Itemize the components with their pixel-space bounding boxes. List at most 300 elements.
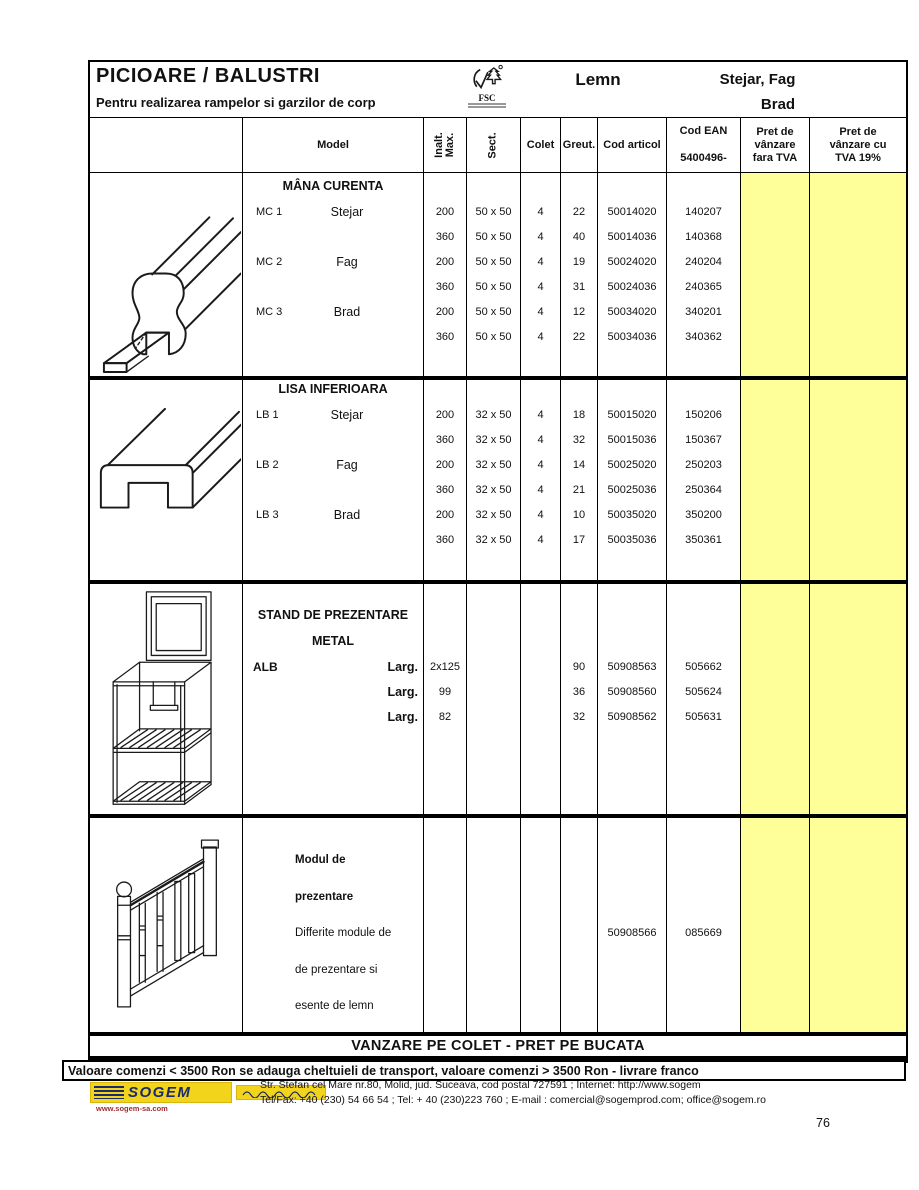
section-title-area	[561, 380, 597, 402]
ean-cell	[667, 952, 740, 989]
colet-cell	[521, 679, 560, 704]
column-colet	[521, 818, 561, 1032]
section-title-area	[598, 818, 666, 842]
greut-cell: 36	[572, 685, 586, 698]
fsc-fine-print	[468, 103, 506, 105]
pret2-cell	[810, 427, 906, 452]
greut-cell: 40	[572, 230, 586, 243]
logo-stripes-icon	[94, 1086, 124, 1099]
pret2-cell	[810, 704, 906, 729]
pret1-cell	[741, 324, 809, 349]
sect-cell: 50 x 50	[475, 305, 512, 318]
model-code: MC 2	[256, 255, 283, 268]
material-label: Lemn	[575, 70, 621, 89]
model-code: LB 2	[256, 458, 279, 471]
pret1-cell	[741, 452, 809, 477]
sect-cell: 50 x 50	[475, 330, 512, 343]
pret2-cell	[810, 477, 906, 502]
model-cell	[243, 274, 423, 299]
model-name: esente de lemn	[295, 1000, 374, 1013]
model-code: LB 3	[256, 508, 279, 521]
greut-cell: 90	[572, 660, 586, 673]
model-name: Larg.	[387, 709, 418, 724]
sogem-logo-text: SOGEM	[128, 1084, 192, 1101]
section-title-area	[467, 818, 520, 842]
model-cell	[243, 299, 423, 324]
pret2-cell	[810, 224, 906, 249]
greut-cell	[561, 988, 597, 1025]
pret1-cell	[741, 842, 809, 879]
cod-cell: 50908560	[607, 685, 657, 698]
model-cell	[243, 527, 423, 552]
cod-cell	[598, 842, 666, 879]
col-header-pret-fara-tva: Pret de vânzare fara TVA	[741, 118, 810, 172]
model-code: MC 3	[256, 305, 283, 318]
pret2-cell	[810, 879, 906, 916]
column-cod	[598, 584, 667, 814]
page-title: PICIOARE / BALUSTRI	[96, 65, 320, 87]
model-name: Fag	[336, 457, 358, 472]
model-cell	[243, 915, 423, 952]
cod-cell: 50025020	[607, 458, 657, 471]
section-title-area	[741, 173, 809, 199]
section-title-area	[467, 380, 520, 402]
model-code: MC 1	[256, 205, 283, 218]
column-colet	[521, 584, 561, 814]
cod-cell: 50024036	[607, 280, 657, 293]
sect-cell: 32 x 50	[475, 408, 512, 421]
sect-cell	[467, 842, 520, 879]
column-inalt	[424, 818, 467, 1032]
cod-cell: 50908563	[607, 660, 657, 673]
colet-cell: 4	[537, 458, 544, 471]
inalt-cell: 200	[435, 408, 455, 421]
address-line-1: Str. Stefan cel Mare nr.80, Molid, jud. Suceava, cod postal 727591 ; Internet: http://www.sogem	[260, 1079, 701, 1091]
product-table	[88, 60, 908, 1063]
column-sect	[467, 818, 521, 1032]
greut-cell	[561, 879, 597, 916]
section-title-area	[598, 584, 666, 654]
greut-cell	[561, 952, 597, 989]
column-sect	[467, 380, 521, 580]
column-cod	[598, 173, 667, 376]
pret1-cell	[741, 527, 809, 552]
handrail-profile-drawing	[90, 173, 243, 376]
model-name: prezentare	[295, 890, 354, 903]
model-cell	[243, 654, 423, 679]
pret2-cell	[810, 527, 906, 552]
railing-module-drawing	[90, 818, 243, 1032]
pret2-cell	[810, 679, 906, 704]
section-title-area	[561, 818, 597, 842]
col-header-pret-cu-tva: Pret de vânzare cu TVA 19%	[829, 125, 887, 164]
column-model	[243, 818, 424, 1032]
col-header-colet: Colet	[521, 118, 561, 172]
fsc-label: FSC	[478, 93, 496, 103]
model-code: ALB	[253, 659, 278, 674]
greut-cell: 12	[572, 305, 586, 318]
section-title-area	[521, 380, 560, 402]
column-model	[243, 173, 424, 376]
model-cell	[243, 952, 423, 989]
fsc-logo-icon	[464, 64, 510, 115]
cod-cell: 50034020	[607, 305, 657, 318]
section-title-area	[667, 584, 740, 654]
column-pret1	[741, 584, 810, 814]
greut-cell: 22	[572, 205, 586, 218]
greut-cell: 32	[572, 433, 586, 446]
pret1-cell	[741, 274, 809, 299]
model-name: Brad	[333, 304, 361, 319]
column-greut	[561, 818, 598, 1032]
pret1-cell	[741, 477, 809, 502]
ean-cell: 340201	[685, 305, 722, 318]
model-cell	[243, 842, 423, 879]
inalt-cell	[424, 842, 466, 879]
section-title-area	[741, 584, 809, 654]
sect-cell: 32 x 50	[475, 533, 512, 546]
pret2-cell	[810, 402, 906, 427]
sect-cell: 50 x 50	[475, 255, 512, 268]
pret1-cell	[741, 502, 809, 527]
section-mana-curenta	[90, 173, 906, 376]
inalt-cell: 200	[435, 255, 455, 268]
section-title: MÂNA CURENTA	[282, 179, 384, 193]
section-title-area	[561, 173, 597, 199]
column-sect	[467, 584, 521, 814]
column-cod	[598, 380, 667, 580]
page-subtitle: Pentru realizarea rampelor si garzilor de corp	[96, 95, 376, 110]
ean-cell	[667, 879, 740, 916]
inalt-cell: 200	[435, 458, 455, 471]
sale-condition-band: VANZARE PE COLET - PRET PE BUCATA	[90, 1032, 906, 1061]
model-cell	[243, 324, 423, 349]
pret1-cell	[741, 915, 809, 952]
colet-cell: 4	[537, 433, 544, 446]
colet-cell	[521, 988, 560, 1025]
pret2-cell	[810, 842, 906, 879]
section-title-area	[741, 818, 809, 842]
col-header-inalt-max: Inalt. Max.	[424, 118, 467, 172]
sect-cell	[467, 915, 520, 952]
col-header-cod-ean: Cod EAN 5400496-	[667, 118, 741, 172]
sect-cell: 50 x 50	[475, 280, 512, 293]
pret2-cell	[810, 249, 906, 274]
pret2-cell	[810, 915, 906, 952]
display-stand-drawing	[90, 584, 243, 814]
model-cell	[243, 502, 423, 527]
model-cell	[243, 427, 423, 452]
section-title-area	[810, 818, 906, 842]
colet-cell	[521, 915, 560, 952]
section-title-area	[243, 818, 423, 842]
pret2-cell	[810, 654, 906, 679]
col-header-sect: Sect.	[467, 118, 521, 172]
col-header-model: Model	[243, 118, 424, 172]
cod-cell: 50908566	[607, 927, 657, 940]
column-pret2	[810, 584, 906, 814]
column-greut	[561, 380, 598, 580]
order-value-band: Valoare comenzi < 3500 Ron se adauga cheltuieli de transport, valoare comenzi > 3500 Ron - livrare franco	[62, 1060, 906, 1081]
greut-cell	[561, 842, 597, 879]
model-cell	[243, 199, 423, 224]
section-title-area	[467, 173, 520, 199]
model-name: Modul de	[295, 854, 346, 867]
column-colet	[521, 173, 561, 376]
section-title-area	[424, 584, 466, 654]
section-title-area	[667, 818, 740, 842]
sect-cell	[467, 879, 520, 916]
cod-cell	[598, 879, 666, 916]
model-cell	[243, 402, 423, 427]
greut-cell: 18	[572, 408, 586, 421]
section-title: STAND DE PREZENTARE	[257, 608, 409, 622]
colet-cell: 4	[537, 483, 544, 496]
pret2-cell	[810, 274, 906, 299]
pret1-cell	[741, 224, 809, 249]
column-greut	[561, 173, 598, 376]
inalt-cell	[424, 915, 466, 952]
section-title: LISA INFERIOARA	[278, 382, 388, 396]
colet-cell	[521, 952, 560, 989]
column-pret2	[810, 173, 906, 376]
section-title-area	[667, 380, 740, 402]
section-modul-de-prezentare	[90, 818, 906, 1032]
ean-cell: 150206	[685, 408, 722, 421]
sect-cell	[467, 988, 520, 1025]
colet-cell	[521, 704, 560, 729]
website-url: www.sogem-sa.com	[96, 1104, 168, 1113]
sect-cell: 32 x 50	[475, 508, 512, 521]
ean-cell: 505662	[685, 660, 722, 673]
section-title-area	[521, 818, 560, 842]
pret1-cell	[741, 879, 809, 916]
cod-cell: 50035020	[607, 508, 657, 521]
column-ean	[667, 380, 741, 580]
colet-cell	[521, 654, 560, 679]
column-pret2	[810, 818, 906, 1032]
cod-cell	[598, 988, 666, 1025]
greut-cell: 31	[572, 280, 586, 293]
greut-cell: 10	[572, 508, 586, 521]
section-title-area	[810, 584, 906, 654]
section-title-area	[810, 173, 906, 199]
section-title-area	[810, 380, 906, 402]
ean-cell: 350200	[685, 508, 722, 521]
column-ean	[667, 173, 741, 376]
colet-cell: 4	[537, 205, 544, 218]
model-cell	[243, 452, 423, 477]
colet-cell: 4	[537, 533, 544, 546]
column-pret1	[741, 818, 810, 1032]
model-name: Larg.	[387, 659, 418, 674]
greut-cell	[561, 915, 597, 952]
sect-cell: 50 x 50	[475, 205, 512, 218]
sect-cell	[467, 704, 520, 729]
inalt-cell: 360	[435, 280, 455, 293]
section-title-area	[243, 173, 423, 199]
column-header-row	[90, 118, 906, 173]
ean-cell: 350361	[685, 533, 722, 546]
column-ean	[667, 818, 741, 1032]
pret2-cell	[810, 324, 906, 349]
colet-cell: 4	[537, 280, 544, 293]
column-pret1	[741, 380, 810, 580]
page-number: 76	[816, 1116, 830, 1130]
pret2-cell	[810, 452, 906, 477]
fsc-fine-print	[468, 106, 506, 108]
model-code: LB 1	[256, 408, 279, 421]
address-line-2: Tel/Fax: +40 (230) 54 66 54 ; Tel: + 40 (230)223 760 ; E-mail : comercial@sogemprod.com; office@sogem.ro	[260, 1094, 766, 1106]
inalt-cell	[424, 879, 466, 916]
inalt-cell: 360	[435, 483, 455, 496]
model-cell	[243, 477, 423, 502]
greut-cell: 22	[572, 330, 586, 343]
sect-cell	[467, 679, 520, 704]
sect-cell: 32 x 50	[475, 433, 512, 446]
column-ean	[667, 584, 741, 814]
cod-cell: 50014036	[607, 230, 657, 243]
colet-cell	[521, 879, 560, 916]
section-lisa-inferioara	[90, 380, 906, 580]
greut-cell: 17	[572, 533, 586, 546]
inalt-cell: 360	[435, 433, 455, 446]
pret1-cell	[741, 402, 809, 427]
ean-cell: 085669	[685, 927, 722, 940]
section-title-area	[467, 584, 520, 654]
colet-cell: 4	[537, 330, 544, 343]
section-title-area	[243, 584, 423, 654]
sogem-logo	[90, 1082, 232, 1103]
section-stand-de-prezentare	[90, 584, 906, 814]
pret1-cell	[741, 249, 809, 274]
cod-cell: 50034036	[607, 330, 657, 343]
ean-cell: 140368	[685, 230, 722, 243]
greut-cell: 19	[572, 255, 586, 268]
column-colet	[521, 380, 561, 580]
model-cell	[243, 988, 423, 1025]
cod-cell: 50014020	[607, 205, 657, 218]
column-inalt	[424, 173, 467, 376]
table-title-strip	[90, 62, 906, 118]
model-name: Differite module de	[295, 927, 392, 940]
ean-cell: 150367	[685, 433, 722, 446]
pret1-cell	[741, 654, 809, 679]
pret1-cell	[741, 679, 809, 704]
ean-cell: 250364	[685, 483, 722, 496]
section-title-area	[521, 173, 560, 199]
sect-cell: 32 x 50	[475, 483, 512, 496]
pret1-cell	[741, 427, 809, 452]
sect-cell	[467, 654, 520, 679]
column-sect	[467, 173, 521, 376]
section-title-area	[424, 173, 466, 199]
section-title-area	[741, 380, 809, 402]
sect-cell: 50 x 50	[475, 230, 512, 243]
section-title-area	[598, 380, 666, 402]
pret2-cell	[810, 502, 906, 527]
section-title-area	[667, 173, 740, 199]
column-cod	[598, 818, 667, 1032]
greut-cell: 14	[572, 458, 586, 471]
cod-cell: 50015020	[607, 408, 657, 421]
column-pret2	[810, 380, 906, 580]
ean-cell: 340362	[685, 330, 722, 343]
cod-cell: 50024020	[607, 255, 657, 268]
section-title-area	[561, 584, 597, 654]
col-header-greut: Greut.	[561, 118, 598, 172]
colet-cell	[521, 842, 560, 879]
species-label-top: Stejar, Fag	[719, 71, 796, 88]
colet-cell: 4	[537, 255, 544, 268]
ean-cell	[667, 988, 740, 1025]
cod-cell: 50908562	[607, 710, 657, 723]
pret2-cell	[810, 988, 906, 1025]
inalt-cell: 99	[438, 685, 452, 698]
ean-cell: 240204	[685, 255, 722, 268]
section-title-area	[243, 380, 423, 402]
inalt-cell: 360	[435, 230, 455, 243]
inalt-cell: 200	[435, 305, 455, 318]
section-title-area	[521, 584, 560, 654]
inalt-cell: 200	[435, 508, 455, 521]
ean-cell: 250203	[685, 458, 722, 471]
ean-cell: 240365	[685, 280, 722, 293]
colet-cell: 4	[537, 305, 544, 318]
cod-cell	[598, 952, 666, 989]
section-title: METAL	[311, 634, 355, 648]
pret2-cell	[810, 952, 906, 989]
ean-cell: 505624	[685, 685, 722, 698]
pret1-cell	[741, 299, 809, 324]
col-header-cod-articol: Cod articol	[598, 118, 667, 172]
section-title-area	[424, 380, 466, 402]
channel-profile-drawing	[90, 380, 243, 580]
model-cell	[243, 704, 423, 729]
inalt-cell: 200	[435, 205, 455, 218]
inalt-cell: 82	[438, 710, 452, 723]
cod-cell: 50025036	[607, 483, 657, 496]
inalt-cell: 360	[435, 330, 455, 343]
model-cell	[243, 224, 423, 249]
sect-cell: 32 x 50	[475, 458, 512, 471]
model-name: de prezentare si	[295, 963, 378, 976]
species-label-bottom: Brad	[760, 96, 796, 113]
column-model	[243, 584, 424, 814]
model-name: Brad	[333, 507, 361, 522]
model-name: Larg.	[387, 684, 418, 699]
model-cell	[243, 879, 423, 916]
cod-cell: 50035036	[607, 533, 657, 546]
column-greut	[561, 584, 598, 814]
model-cell	[243, 679, 423, 704]
pret1-cell	[741, 199, 809, 224]
column-inalt	[424, 380, 467, 580]
colet-cell: 4	[537, 408, 544, 421]
greut-cell: 21	[572, 483, 586, 496]
section-title-area	[424, 818, 466, 842]
pret2-cell	[810, 199, 906, 224]
ean-cell	[667, 842, 740, 879]
cod-cell: 50015036	[607, 433, 657, 446]
inalt-cell	[424, 988, 466, 1025]
model-name: Stejar	[330, 407, 364, 422]
inalt-cell: 360	[435, 533, 455, 546]
pret1-cell	[741, 988, 809, 1025]
pret2-cell	[810, 299, 906, 324]
model-cell	[243, 249, 423, 274]
column-model	[243, 380, 424, 580]
